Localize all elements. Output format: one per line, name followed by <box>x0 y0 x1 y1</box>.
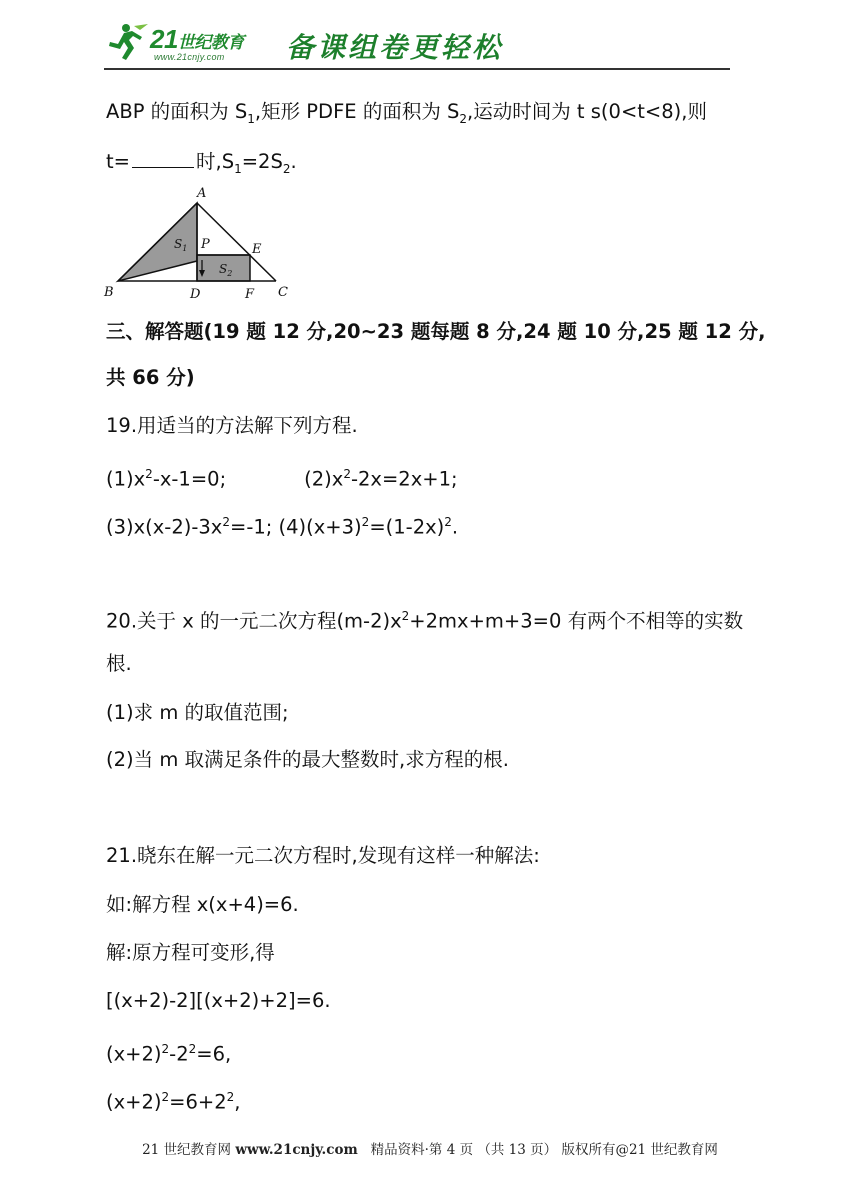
label-s2: $S_2$ <box>219 262 233 278</box>
question-19-parts-1-2: $(1)x^2-x-1=0$; $(2)x^2-2x=2x+1$; <box>106 467 458 491</box>
question-21: 21.晓东在解一元二次方程时,发现有这样一种解法: <box>106 844 540 867</box>
label-e: E <box>252 242 262 257</box>
question-21-example: 如:解方程 x(x+4)=6. <box>106 893 299 916</box>
question-21-step-1: [(x+2)-2][(x+2)+2]=6. <box>106 989 331 1012</box>
label-d: D <box>190 287 201 302</box>
header-slogan: 备课组卷更轻松 <box>286 31 504 64</box>
runner-logo-icon <box>104 22 150 62</box>
question-21-step-3: $(x+2)^2=6+2^2$, <box>106 1090 241 1114</box>
page-footer: 21 世纪教育网 www.21cnjy.com 精品资料·第 4 页 （共 13 页） 版权所有@21 世纪教育网 <box>142 1142 718 1158</box>
answer-blank <box>132 149 194 168</box>
question-19-parts-3-4: $(3)x(x-2)-3x^2=-1$; $(4)(x+3)^2=(1-2x)^2$. <box>106 515 459 539</box>
label-f: F <box>245 287 255 302</box>
question-20-part-1: (1)求 m 的取值范围; <box>106 701 289 724</box>
text-line: t= 时$,S_1=2S_2$. <box>106 150 297 176</box>
header-rule <box>104 68 730 70</box>
geometry-figure <box>100 182 300 306</box>
label-s1: $S_1$ <box>174 237 188 253</box>
question-19: 19.用适当的方法解下列方程. <box>106 414 358 437</box>
section-title-cont: 共 66 分) <box>106 366 195 389</box>
label-b: B <box>104 285 114 300</box>
page-header <box>104 18 730 72</box>
brand-logo: 21世纪教育 <box>150 24 244 54</box>
question-20-cont: 根. <box>106 652 132 675</box>
question-20-part-2: (2)当 m 取满足条件的最大整数时,求方程的根. <box>106 748 509 771</box>
text-line: ABP 的面积为 $S_1$,矩形 PDFE 的面积为 $S_2$,运动时间为 t s(0<t<8),则 <box>106 100 707 126</box>
footer-link[interactable]: www.21cnjy.com <box>235 1142 358 1158</box>
label-p: P <box>201 237 210 252</box>
question-21-step-2: $(x+2)^2-2^2=6$, <box>106 1042 232 1066</box>
section-title: 三、解答题(19 题 12 分,20~23 题每题 8 分,24 题 10 分,25 题 12 分, <box>106 320 766 343</box>
label-a: A <box>197 186 207 201</box>
brand-url: www.21cnjy.com <box>154 52 225 62</box>
question-20: 20.关于 x 的一元二次方程$(m-2)x^2+2mx+m+3=0$ 有两个不相等的实数 <box>106 609 744 633</box>
label-c: C <box>278 285 288 300</box>
question-21-solution: 解:原方程可变形,得 <box>106 941 275 964</box>
